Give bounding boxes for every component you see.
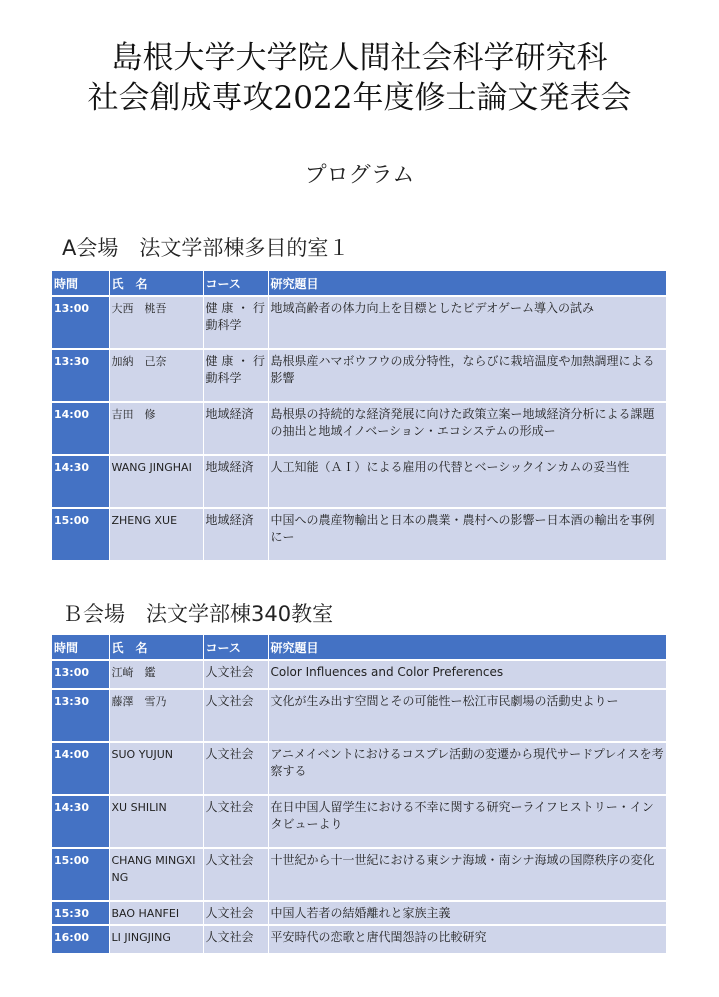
table-row [52, 349, 666, 402]
table-row [52, 795, 666, 848]
research-title: Color Influences and Color Preferences [268, 660, 666, 689]
table-row [52, 402, 666, 455]
session-time: 14:30 [52, 795, 109, 848]
presenter-name: 藤澤 雪乃 [109, 689, 203, 742]
venue-b-heading: Ｂ会場 法文学部棟340教室 [62, 602, 334, 626]
research-title: 中国人若者の結婚離れと家族主義 [268, 901, 666, 925]
presenter-name: 加納 己奈 [109, 349, 203, 402]
table-row [52, 660, 666, 689]
session-time: 13:00 [52, 296, 109, 349]
presenter-name: SUO YUJUN [109, 742, 203, 795]
course-name: 健 康 ・ 行動科学 [203, 349, 268, 402]
session-time: 14:00 [52, 402, 109, 455]
header-title: 研究題目 [268, 271, 666, 296]
table-header-row [52, 635, 666, 660]
presenter-name: 吉田 修 [109, 402, 203, 455]
course-name: 人文社会 [203, 901, 268, 925]
presenter-name: 大西 桃吾 [109, 296, 203, 349]
course-name: 人文社会 [203, 742, 268, 795]
table-row [52, 848, 666, 901]
table-row [52, 296, 666, 349]
course-name: 地域経済 [203, 508, 268, 561]
program-heading: プログラム [304, 163, 415, 188]
course-name: 人文社会 [203, 660, 268, 689]
session-time: 13:30 [52, 689, 109, 742]
session-time: 15:30 [52, 901, 109, 925]
course-name: 健 康 ・ 行動科学 [203, 296, 268, 349]
presenter-name: WANG JINGHAI [109, 455, 203, 508]
presenter-name: BAO HANFEI [109, 901, 203, 925]
research-title: 島根県の持続的な経済発展に向けた政策立案ー地域経済分析による課題の抽出と地域イノベーション・エコシステムの形成ー [268, 402, 666, 455]
course-name: 人文社会 [203, 795, 268, 848]
header-name: 氏 名 [109, 635, 203, 660]
program-table-a [52, 271, 666, 562]
presenter-name: LI JINGJING [109, 925, 203, 954]
research-title: 文化が生み出す空間とその可能性ー松江市民劇場の活動史よりー [268, 689, 666, 742]
course-name: 人文社会 [203, 848, 268, 901]
table-row [52, 689, 666, 742]
presenter-name: CHANG MINGXING [109, 848, 203, 901]
research-title: 人工知能（ＡＩ）による雇用の代替とベーシックインカムの妥当性 [268, 455, 666, 508]
page-title-line-2: 社会創成専攻2022年度修士論文発表会 [87, 80, 632, 116]
table-row [52, 508, 666, 561]
research-title: 地域高齢者の体力向上を目標としたビデオゲーム導入の試み [268, 296, 666, 349]
course-name: 人文社会 [203, 689, 268, 742]
research-title: 島根県産ハマボウフウの成分特性，ならびに栽培温度や加熱調理による影響 [268, 349, 666, 402]
table-row [52, 925, 666, 954]
session-time: 13:30 [52, 349, 109, 402]
research-title: アニメイベントにおけるコスプレ活動の変遷から現代サードプレイスを考察する [268, 742, 666, 795]
session-time: 14:00 [52, 742, 109, 795]
header-title: 研究題目 [268, 635, 666, 660]
course-name: 地域経済 [203, 402, 268, 455]
course-name: 人文社会 [203, 925, 268, 954]
header-course: コース [203, 635, 268, 660]
research-title: 中国への農産物輸出と日本の農業・農村への影響ー日本酒の輸出を事例にー [268, 508, 666, 561]
research-title: 在日中国人留学生における不幸に関する研究ーライフヒストリー・インタビューより [268, 795, 666, 848]
session-time: 16:00 [52, 925, 109, 954]
research-title: 十世紀から十一世紀における東シナ海域・南シナ海域の国際秩序の変化 [268, 848, 666, 901]
table-row [52, 901, 666, 925]
table-row [52, 455, 666, 508]
header-time: 時間 [52, 635, 109, 660]
program-table-b [52, 635, 666, 955]
table-header-row [52, 271, 666, 296]
session-time: 14:30 [52, 455, 109, 508]
presenter-name: XU SHILIN [109, 795, 203, 848]
header-course: コース [203, 271, 268, 296]
session-time: 15:00 [52, 848, 109, 901]
session-time: 15:00 [52, 508, 109, 561]
header-name: 氏 名 [109, 271, 203, 296]
course-name: 地域経済 [203, 455, 268, 508]
header-time: 時間 [52, 271, 109, 296]
session-time: 13:00 [52, 660, 109, 689]
research-title: 平安時代の恋歌と唐代閨怨詩の比較研究 [268, 925, 666, 954]
presenter-name: ZHENG XUE [109, 508, 203, 561]
table-row [52, 742, 666, 795]
venue-a-heading: A会場 法文学部棟多目的室１ [62, 236, 350, 260]
presenter-name: 江崎 鑑 [109, 660, 203, 689]
page-title-line-1: 島根大学大学院人間社会科学研究科 [111, 40, 608, 76]
